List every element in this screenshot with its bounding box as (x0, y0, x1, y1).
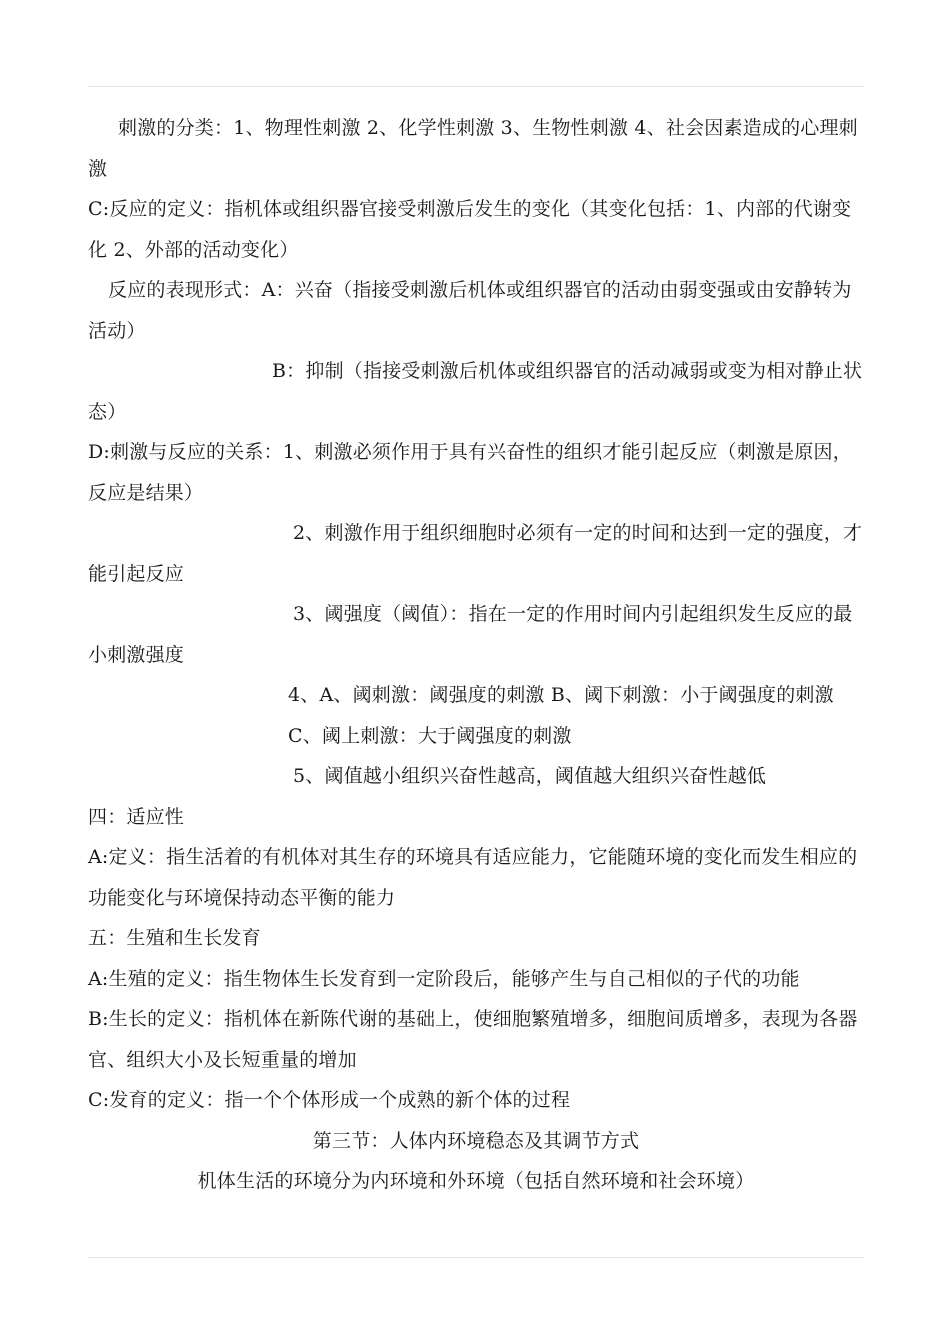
paragraph-relation-4: 4、A、阈刺激：阈强度的刺激 B、阈下刺激：小于阈强度的刺激 C、阈上刺激：大于阈强度的刺激 (288, 684, 834, 747)
paragraph-reaction-form-excitation: 反应的表现形式：A：兴奋（指接受刺激后机体或组织器官的活动由弱变强或由安静转为活动） (88, 279, 852, 342)
paragraph-reaction-definition: C:反应的定义：指机体或组织器官接受刺激后发生的变化（其变化包括：1、内部的代谢变化 2、外部的活动变化） (88, 198, 852, 261)
paragraph-relation-1: D:刺激与反应的关系：1、刺激必须作用于具有兴奋性的组织才能引起反应（刺激是原因，反应是结果） (88, 441, 852, 504)
paragraph-adaptability-definition: A:定义：指生活着的有机体对其生存的环境具有适应能力，它能随环境的变化而发生相应的功能变化与环境保持动态平衡的能力 (88, 846, 858, 909)
paragraph-development-definition: C:发育的定义：指一个个体形成一个成熟的新个体的过程 (88, 1089, 571, 1111)
document-body (88, 108, 864, 1202)
paragraph-relation-5: 5、阈值越小组织兴奋性越高，阈值越大组织兴奋性越低 (293, 765, 767, 787)
paragraph-reproduction-definition: A:生殖的定义：指生物体生长发育到一定阶段后，能够产生与自己相似的子代的功能 (88, 967, 800, 990)
paragraph-relation-3: 3、阈强度（阈值）：指在一定的作用时间内引起组织发生反应的最小刺激强度 (88, 603, 853, 666)
header-rule (88, 86, 864, 87)
heading-reproduction-growth: 五：生殖和生长发育 (88, 927, 261, 949)
paragraph-growth-definition: B:生长的定义：指机体在新陈代谢的基础上，使细胞繁殖增多，细胞间质增多，表现为各器官、组织大小及长短重量的增加 (88, 1008, 858, 1071)
paragraph-stimulus-classification: 刺激的分类：1、物理性刺激 2、化学性刺激 3、生物性刺激 4、社会因素造成的心理刺激 (88, 117, 858, 180)
paragraph-relation-2: 2、刺激作用于组织细胞时必须有一定的时间和达到一定的强度，才能引起反应 (88, 522, 863, 585)
heading-adaptability: 四：适应性 (88, 805, 185, 828)
paragraph-reaction-form-inhibition: B：抑制（指接受刺激后机体或组织器官的活动减弱或变为相对静止状态） (88, 360, 863, 423)
paragraph-environment: 机体生活的环境分为内环境和外环境（包括自然环境和社会环境） (197, 1170, 755, 1192)
footer-rule (88, 1257, 864, 1258)
section-title: 第三节：人体内环境稳态及其调节方式 (312, 1129, 640, 1152)
